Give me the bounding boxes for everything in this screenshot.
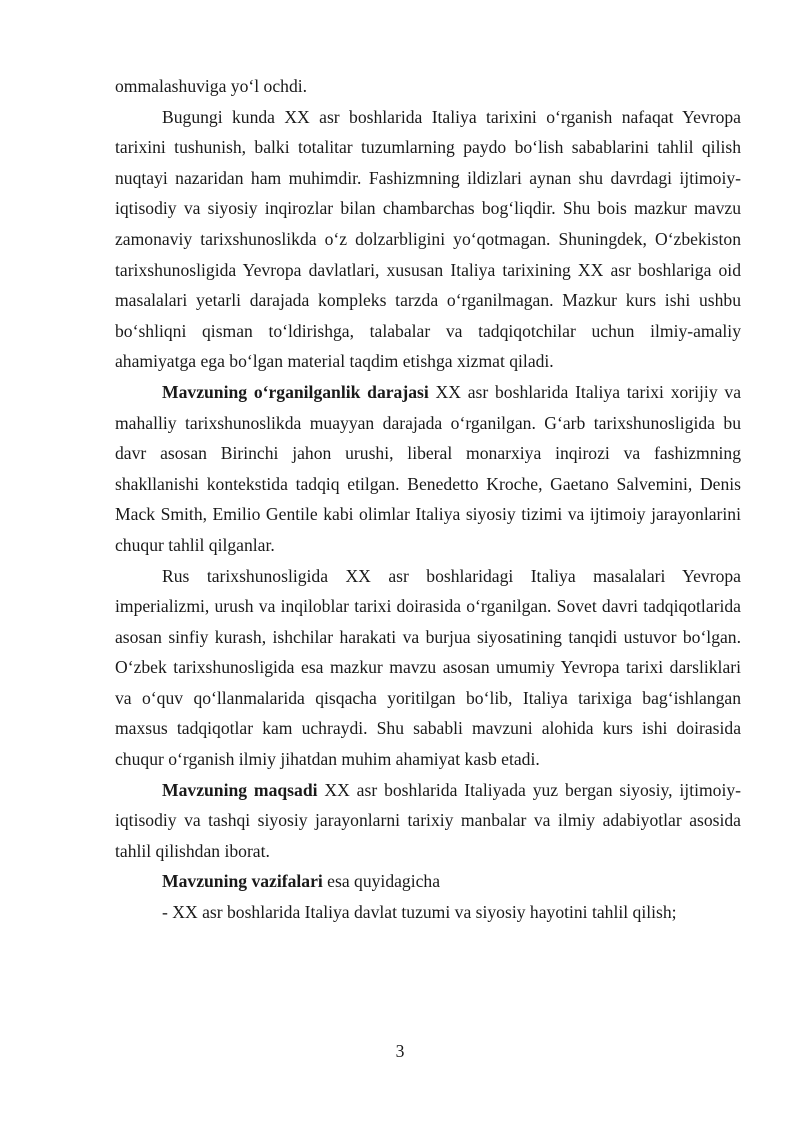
paragraph-tasks [115,866,741,897]
heading-goal: Mavzuning maqsadi [162,779,318,800]
heading-study-degree: Mavzuning o‘rganilganlik darajasi [162,381,429,402]
heading-tasks: Mavzuning vazifalari [162,871,323,892]
paragraph-russian-historiography: Rus tarixshunosligida XX asr boshlaridagi Italiya masalalari Yevropa imperializmi, urush va inqiloblar tarixi doirasida o‘rganilgan. Sovet davri tadqiqotlarida asosan sinfiy kurash, ishchilar harakati va burjua siyosatining tanqidi ustuvor bo‘lgan. O‘zbek tarixshunosligida esa mazkur mavzu asosan umumiy Yevropa tarixi darsliklari va o‘quv qo‘llanmalarida qisqacha yoritilgan bo‘lib, Italiya tarixiga bag‘ishlangan maxsus tadqiqotlar kam uchraydi. Shu sababli mavzuni alohida kurs ishi doirasida chuqur o‘rganish ilmiy jihatdan muhim ahamiyat kasb etadi. [115,565,741,770]
list-item-task-1: - XX asr boshlarida Italiya davlat tuzumi va siyosiy hayotini tahlil qilish; [162,902,677,923]
page-number: 3 [395,1041,405,1061]
paragraph-relevance: Bugungi kunda XX asr boshlarida Italiya tarixini o‘rganish nafaqat Yevropa tarixini tushunish, balki totalitar tuzumlarning paydo bo‘lish sabablarini tahlil qilish nuqtayi nazaridan ham muhimdir. Fashizmning ildizlari aynan shu davrdagi ijtimoiy-iqtisodiy va siyosiy inqirozlar bilan chambarchas bog‘liqdir. Shu bois mazkur mavzu zamonaviy tarixshunoslikda o‘z dolzarbligini yo‘qotmagan. Shuningdek, O‘zbekiston tarixshunosligida Yevropa davlatlari, xususan Italiya tarixining XX asr boshlariga oid masalalari yetarli darajada kompleks tarzda o‘rganilmagan. Mazkur kurs ishi ushbu bo‘shliqni qisman to‘ldirishga, talabalar va tadqiqotchilar uchun ilmiy-amaliy ahamiyatga ega bo‘lgan material taqdim etishga xizmat qiladi. [115,106,741,372]
paragraph-study-degree [115,377,741,561]
text-goal: XX asr boshlarida Italiyada yuz bergan siyosiy, ijtimoiy-iqtisodiy va tashqi siyosiy jarayonlarni tarixiy manbalar va ilmiy adabiyotlar asosida tahlil qilishdan iborat. [115,779,741,861]
text-study-degree: XX asr boshlarida Italiya tarixi xorijiy va mahalliy tarixshunoslikda muayyan darajada o‘rganilgan. G‘arb tarixshunosligida bu davr asosan Birinchi jahon urushi, liberal monarxiya inqirozi va fashizmning shakllanishi kontekstida tadqiq etilgan. Benedetto Kroche, Gaetano Salvemini, Denis Mack Smith, Emilio Gentile kabi olimlar Italiya siyosiy tizimi va ijtimoiy jarayonlarini chuqur tahlil qilganlar. [115,381,742,555]
paragraph-goal [115,775,741,867]
text-tasks: esa quyidagicha [322,871,441,892]
paragraph-continuation: ommalashuviga yo‘l ochdi. [115,76,308,96]
